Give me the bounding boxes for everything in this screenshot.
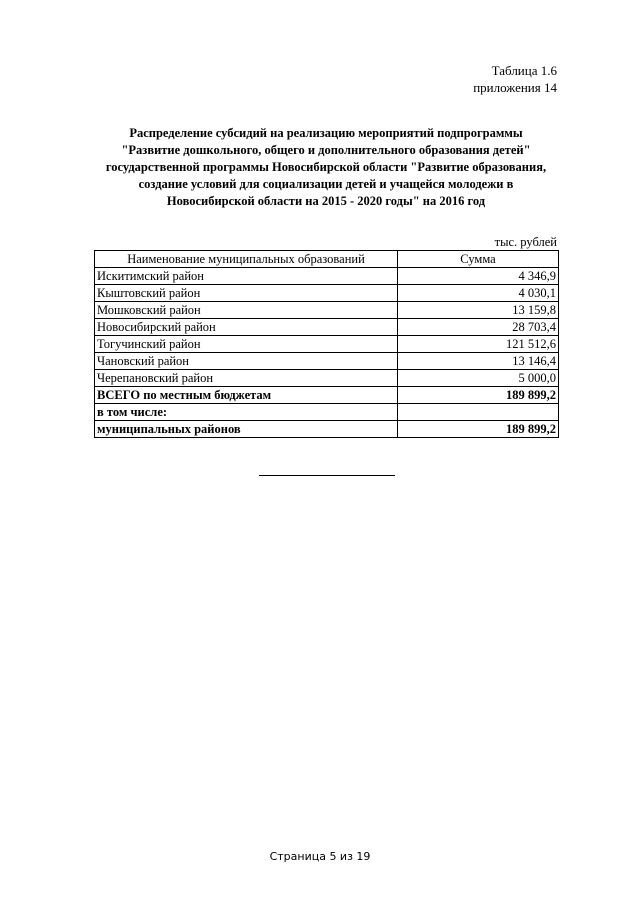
table-row [95,319,559,336]
row-value: 28 703,4 [398,319,559,336]
total-row [95,387,559,404]
row-name: Мошковский район [95,302,398,319]
row-value: 13 159,8 [398,302,559,319]
total-label: ВСЕГО по местным бюджетам [95,387,398,404]
row-value: 4 030,1 [398,285,559,302]
row-name: Искитимский район [95,268,398,285]
page-number: Страница 5 из 19 [269,850,371,863]
including-row [95,404,559,421]
row-name: Новосибирский район [95,319,398,336]
row-value: 13 146,4 [398,353,559,370]
row-name: Чановский район [95,353,398,370]
including-value [398,404,559,421]
table-reference [473,62,557,96]
row-value: 121 512,6 [398,336,559,353]
title-line: Распределение субсидий на реализацию мероприятий подпрограммы [129,126,523,140]
appendix-number: приложения 14 [473,80,557,95]
table-row [95,302,559,319]
title-line: создание условий для социализации детей и учащейся молодежи в [138,177,514,191]
table-header-row [95,251,559,268]
unit-label: тыс. рублей [494,235,557,249]
table-number: Таблица 1.6 [491,63,557,78]
title-line: "Развитие дошкольного, общего и дополнительного образования детей" [121,143,531,157]
column-header-name: Наименование муниципальных образований [95,251,398,268]
total-value: 189 899,2 [398,387,559,404]
title-line: государственной программы Новосибирской области "Развитие образования, [105,160,547,174]
row-name: Тогучинский район [95,336,398,353]
separator-line [259,475,395,476]
row-name: Кыштовский район [95,285,398,302]
table-row [95,353,559,370]
title-line: Новосибирской области на 2015 - 2020 годы" на 2016 год [166,194,486,208]
municipal-label: муниципальных районов [95,421,398,438]
subsidy-table [94,250,559,438]
document-title [94,125,558,210]
row-name: Черепановский район [95,370,398,387]
table-row [95,268,559,285]
table-row [95,370,559,387]
municipal-value: 189 899,2 [398,421,559,438]
column-header-sum: Сумма [398,251,559,268]
table-row [95,336,559,353]
table-row [95,285,559,302]
including-label: в том числе: [95,404,398,421]
municipal-row [95,421,559,438]
row-value: 5 000,0 [398,370,559,387]
row-value: 4 346,9 [398,268,559,285]
